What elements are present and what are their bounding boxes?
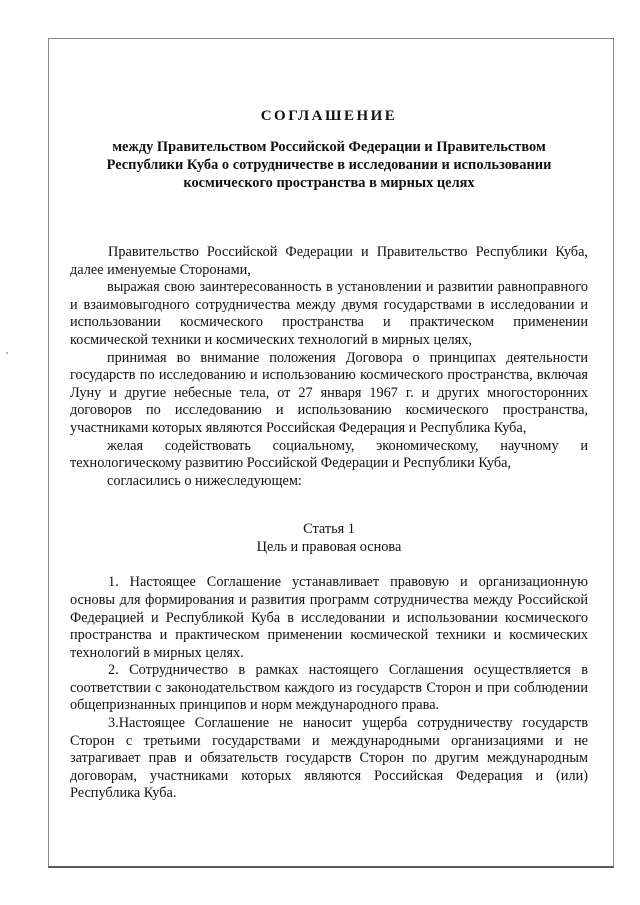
subtitle-line: Республики Куба о сотрудничестве в исследовании и использовании [106,157,552,173]
preamble-paragraph: выражая свою заинтересованность в установлении и развитии равноправного и взаимовыгодного сотрудничества между двумя государствами в исследовании и использовании космического пространства и практическом применении космической техники и космических технологий в мирных целях, [70,279,588,348]
preamble-paragraph: желая содействовать социальному, экономическому, научному и технологическому развитию Российской Федерации и Республики Куба, [70,437,588,472]
article-number: Статья 1 [303,521,355,538]
article-paragraph: 2. Сотрудничество в рамках настоящего Соглашения осуществляется в соответствии с законодательством каждого из государств Сторон и при соблюдении общепризнанных принципов и норм международного права. [70,662,588,714]
article-1-heading [70,520,588,556]
document-subtitle [70,138,588,192]
article-paragraph: 3.Настоящее Соглашение не наносит ущерба сотрудничеству государств Сторон с третьими государствами и международными организациями и не затрагивает прав и обязательств государств Сторон по другим международным договорам, участниками которых являются Российская Федерация и (или) Республика Куба. [70,715,588,802]
preamble-paragraph: Правительство Российской Федерации и Правительство Республики Куба, далее именуемые Сторонами, [70,244,588,278]
article-paragraph: 1. Настоящее Соглашение устанавливает правовую и организационную основы для формирования и развития программ сотрудничества между Российской Федерацией и Республикой Куба в исследовании и использовании космического пространства и практическом применении космической техники и космических технологий в мирных целях. [70,574,588,661]
preamble-paragraph: согласились о нижеследующем: [107,472,302,489]
document-title: СОГЛАШЕНИЕ [260,108,398,124]
subtitle-line: космического пространства в мирных целях [183,175,475,191]
subtitle-line: между Правительством Российской Федерации и Правительством [112,139,546,155]
article-1-body [70,574,588,803]
article-title: Цель и правовая основа [256,539,402,556]
document-body [70,108,588,803]
preamble-paragraph: принимая во внимание положения Договора о принципах деятельности государств по исследованию и использованию космического пространства, включая Луну и другие небесные тела, от 27 января 1967 г. и других многосторонних договоров по исследованию и использованию космического пространства, участниками которых являются Российская Федерация и Республика Куба, [70,349,588,436]
scan-speck [6,352,8,354]
preamble [70,244,588,490]
